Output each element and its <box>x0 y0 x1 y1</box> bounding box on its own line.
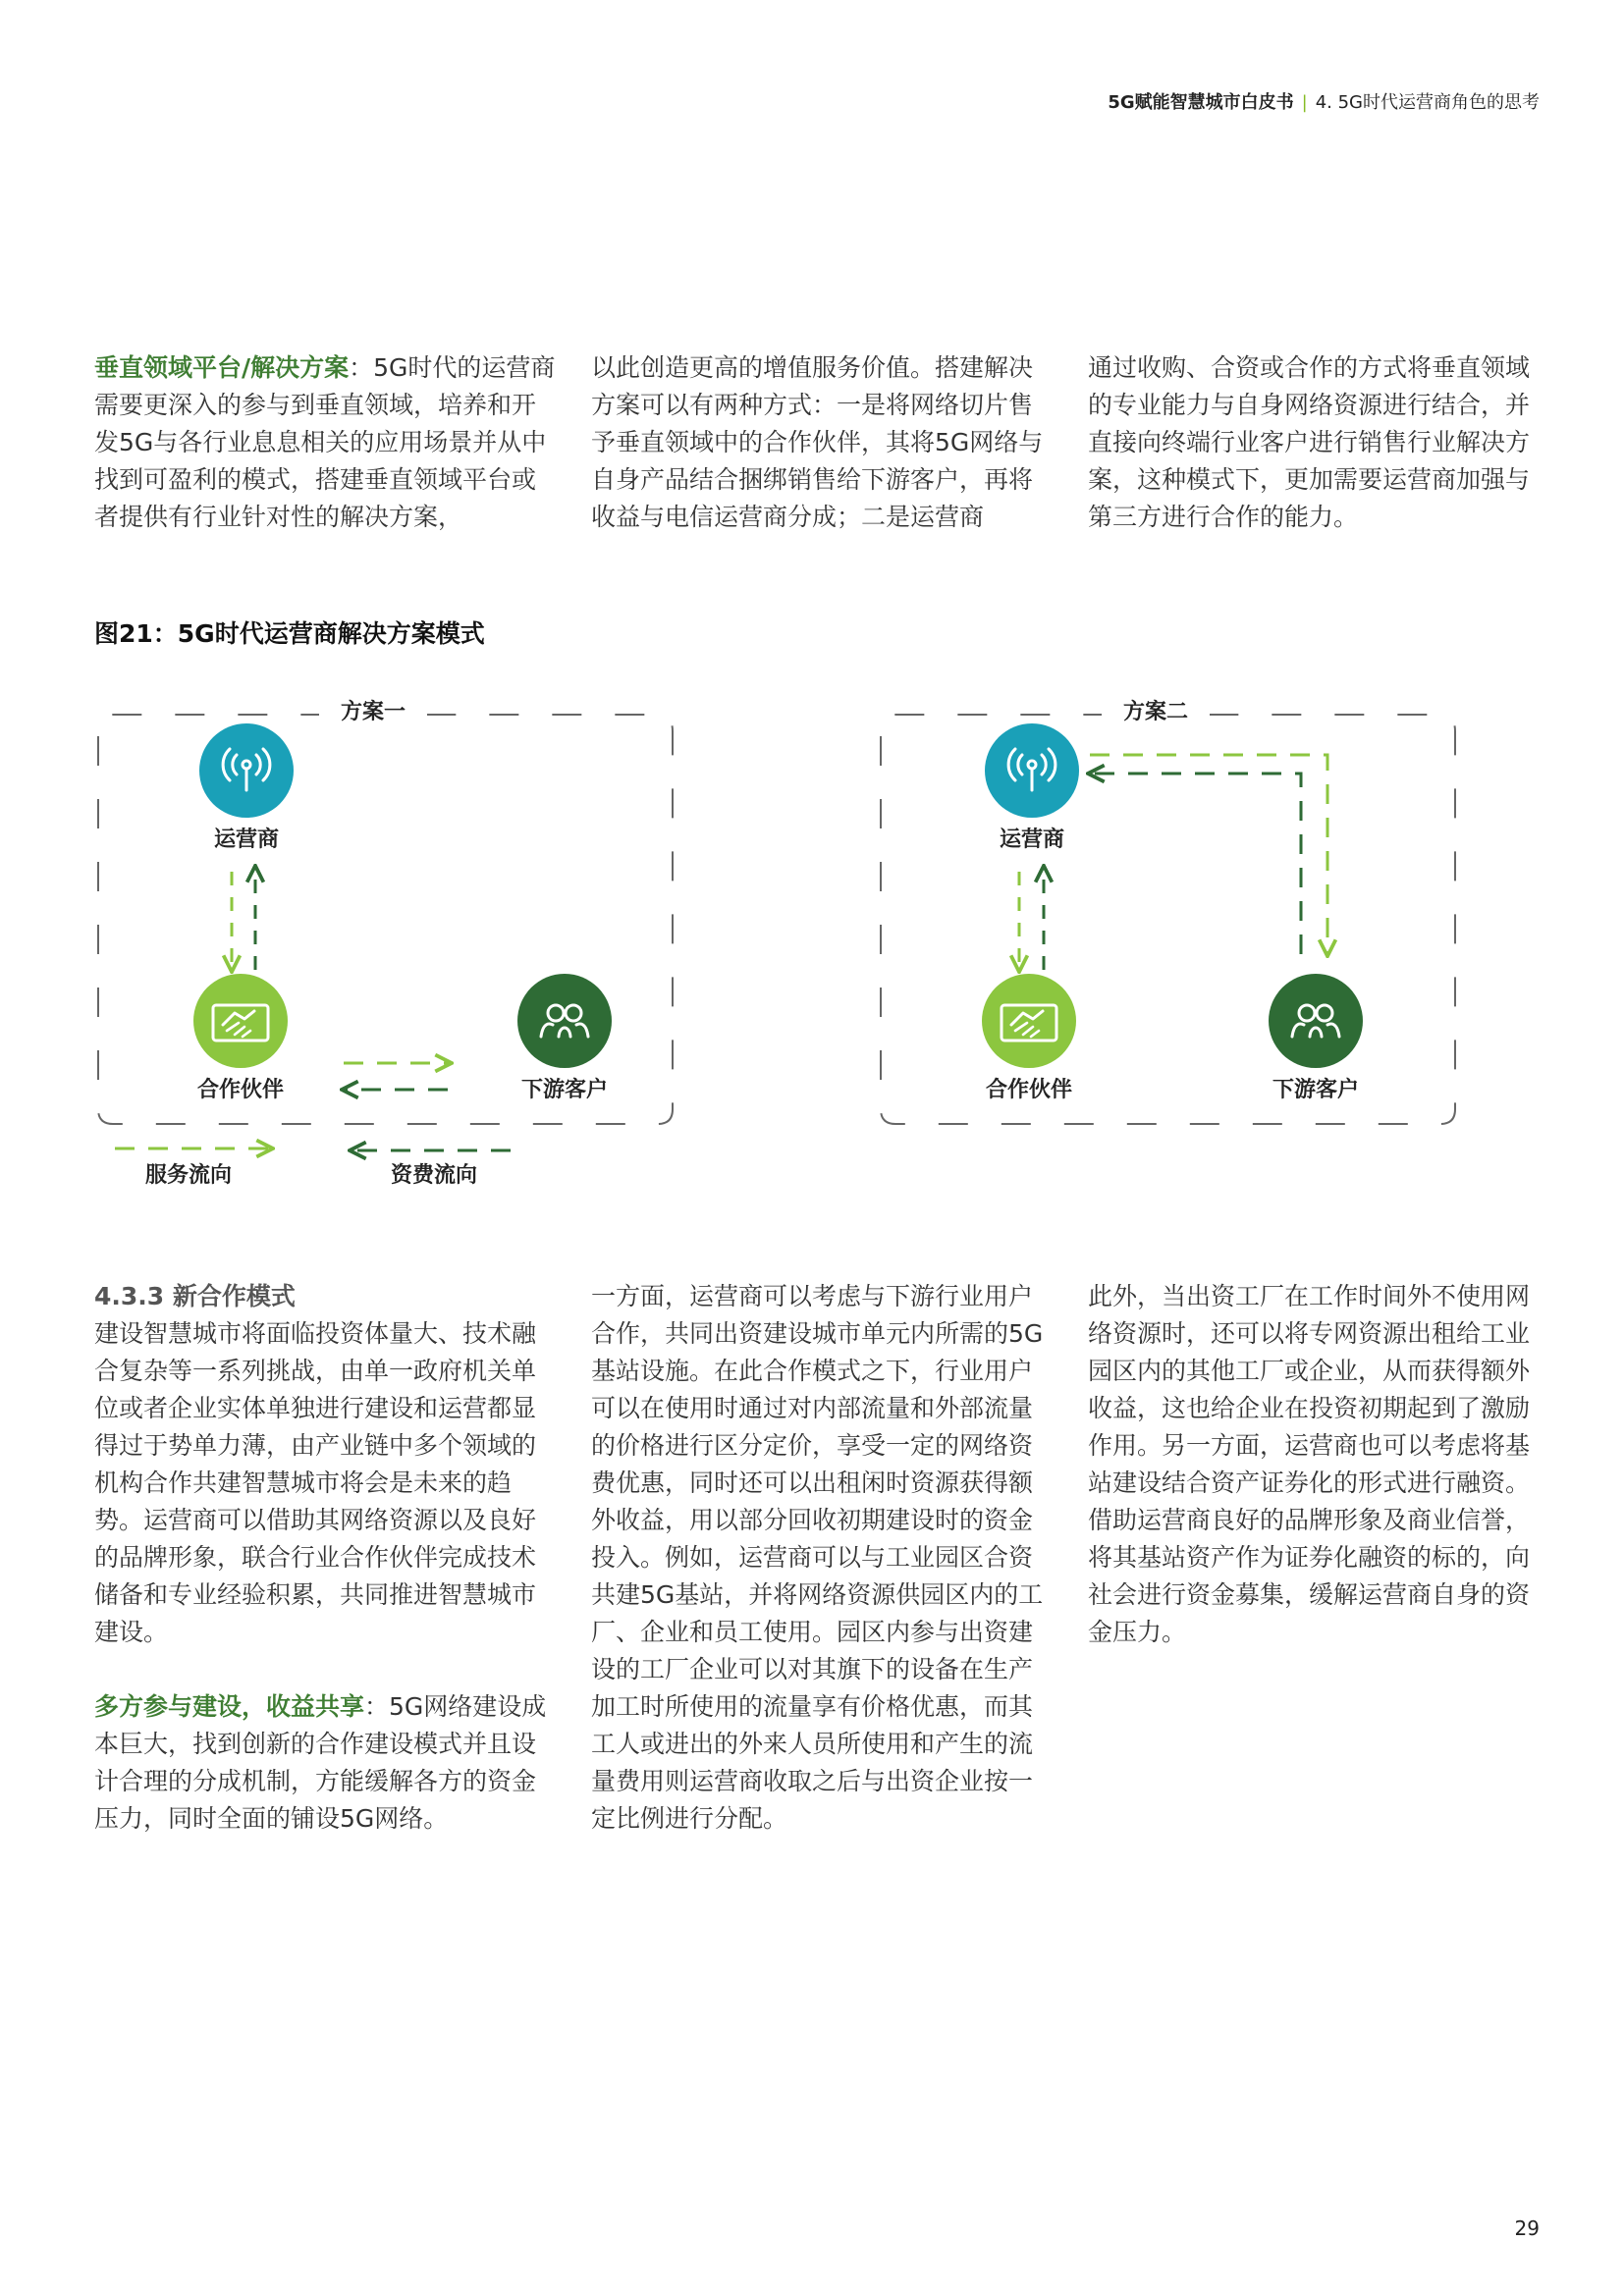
operator-label-2: 运营商 <box>999 828 1065 852</box>
scheme1-box <box>98 695 673 1124</box>
top-col3-paragraph: 通过收购、合资或合作的方式将垂直领域的专业能力与自身网络资源进行结合，并直接向终端行业客户进行销售行业解决方案，这种模式下，更加需要运营商加强与第三方进行合作的能力。 <box>1088 353 1531 531</box>
customer-label-2: 下游客户 <box>1272 1078 1360 1102</box>
page-number: 29 <box>1514 2216 1540 2240</box>
bottom-col3-paragraph: 此外，当出资工厂在工作时间外不使用网络资源时，还可以将专网资源出租给工业园区内的其他工厂或企业，从而获得额外收益，这也给企业在投资初期起到了激励作用。另一方面，运营商也可以考虑将基站建设结合资产证券化的形式进行融资。借助运营商良好的品牌形象及商业信誉，将其基站资产作为证券化融资的标的，向社会进行资金募集，缓解运营商自身的资金压力。 <box>1088 1282 1531 1646</box>
fee-flow-arrow-elbow-2 <box>1090 774 1301 954</box>
top-col1-text: ：5G时代的运营商需要更深入的参与到垂直领域，培养和开发5G与各行业息息相关的应用场景并从中找到可盈利的模式，搭建垂直领域平台或者提供有行业针对性的解决方案， <box>94 353 556 531</box>
service-flow-arrow-elbow-2 <box>1090 755 1327 954</box>
legend-service-label: 服务流向 <box>144 1163 233 1188</box>
header-separator: | <box>1301 92 1308 113</box>
figure-title: 图21：5G时代运营商解决方案模式 <box>94 619 485 648</box>
header-section: 4. 5G时代运营商角色的思考 <box>1315 92 1540 113</box>
scheme1-title: 方案一 <box>340 700 406 724</box>
bottom-col1-paragraph-1: 建设智慧城市将面临投资体量大、技术融合复杂等一系列挑战，由单一政府机关单位或者企业实体单独进行建设和运营都显得过于势单力薄，由产业链中多个领域的机构合作共建智慧城市将会是未来的趋势。运营商可以借助其网络资源以及良好的品牌形象，联合行业合作伙伴完成技术储备和专业经验积累，共同推进智慧城市建设。 <box>94 1319 537 1646</box>
partner-label-1: 合作伙伴 <box>196 1078 285 1102</box>
bottom-column-3 <box>1088 1278 1549 1651</box>
section-heading-433: 4.3.3 新合作模式 <box>94 1282 296 1310</box>
customer-label-1: 下游客户 <box>520 1078 609 1102</box>
legend <box>115 1148 511 1188</box>
operator-label-1: 运营商 <box>213 828 280 852</box>
keyword-vertical-platform: 垂直领域平台/解决方案 <box>94 353 350 382</box>
bottom-column-2 <box>591 1278 1053 1838</box>
keyword-multi-party: 多方参与建设，收益共享 <box>94 1692 365 1721</box>
scheme2-title: 方案二 <box>1122 700 1189 724</box>
bottom-col1-paragraph-2 <box>94 1688 556 1838</box>
bottom-col1-text-2: ：5G网络建设成本巨大，找到创新的合作建设模式并且设计合理的分成机制，方能缓解各方的资金压力，同时全面的铺设5G网络。 <box>94 1692 547 1833</box>
header-doc-title: 5G赋能智慧城市白皮书 <box>1108 92 1294 113</box>
customer-node-1 <box>517 974 612 1068</box>
legend-fee-label: 资费流向 <box>390 1163 478 1188</box>
bottom-column-1 <box>94 1278 556 1838</box>
partner-node-1 <box>193 974 288 1068</box>
customer-node-2 <box>1269 974 1363 1068</box>
top-col2-paragraph: 以此创造更高的增值服务价值。搭建解决方案可以有两种方式：一是将网络切片售予垂直领域中的合作伙伴，其将5G网络与自身产品结合捆绑销售给下游客户，再将收益与电信运营商分成；二是运营商 <box>591 353 1044 531</box>
partner-node-2 <box>982 974 1076 1068</box>
partner-label-2: 合作伙伴 <box>985 1078 1073 1102</box>
scheme2-box <box>881 695 1455 1124</box>
bottom-col2-paragraph: 一方面，运营商可以考虑与下游行业用户合作，共同出资建设城市单元内所需的5G基站设施。在此合作模式之下，行业用户可以在使用时通过对内部流量和外部流量的价格进行区分定价，享受一定的网络资费优惠，同时还可以出租闲时资源获得额外收益，用以部分回收初期建设时的资金投入。例如，运营商可以与工业园区合资共建5G基站，并将网络资源供园区内的工厂、企业和员工使用。园区内参与出资建设的工厂企业可以对其旗下的设备在生产加工时所使用的流量享有价格优惠，而其工人或进出的外来人员所使用和产生的流量费用则运营商收取之后与出资企业按一定比例进行分配。 <box>591 1282 1044 1833</box>
